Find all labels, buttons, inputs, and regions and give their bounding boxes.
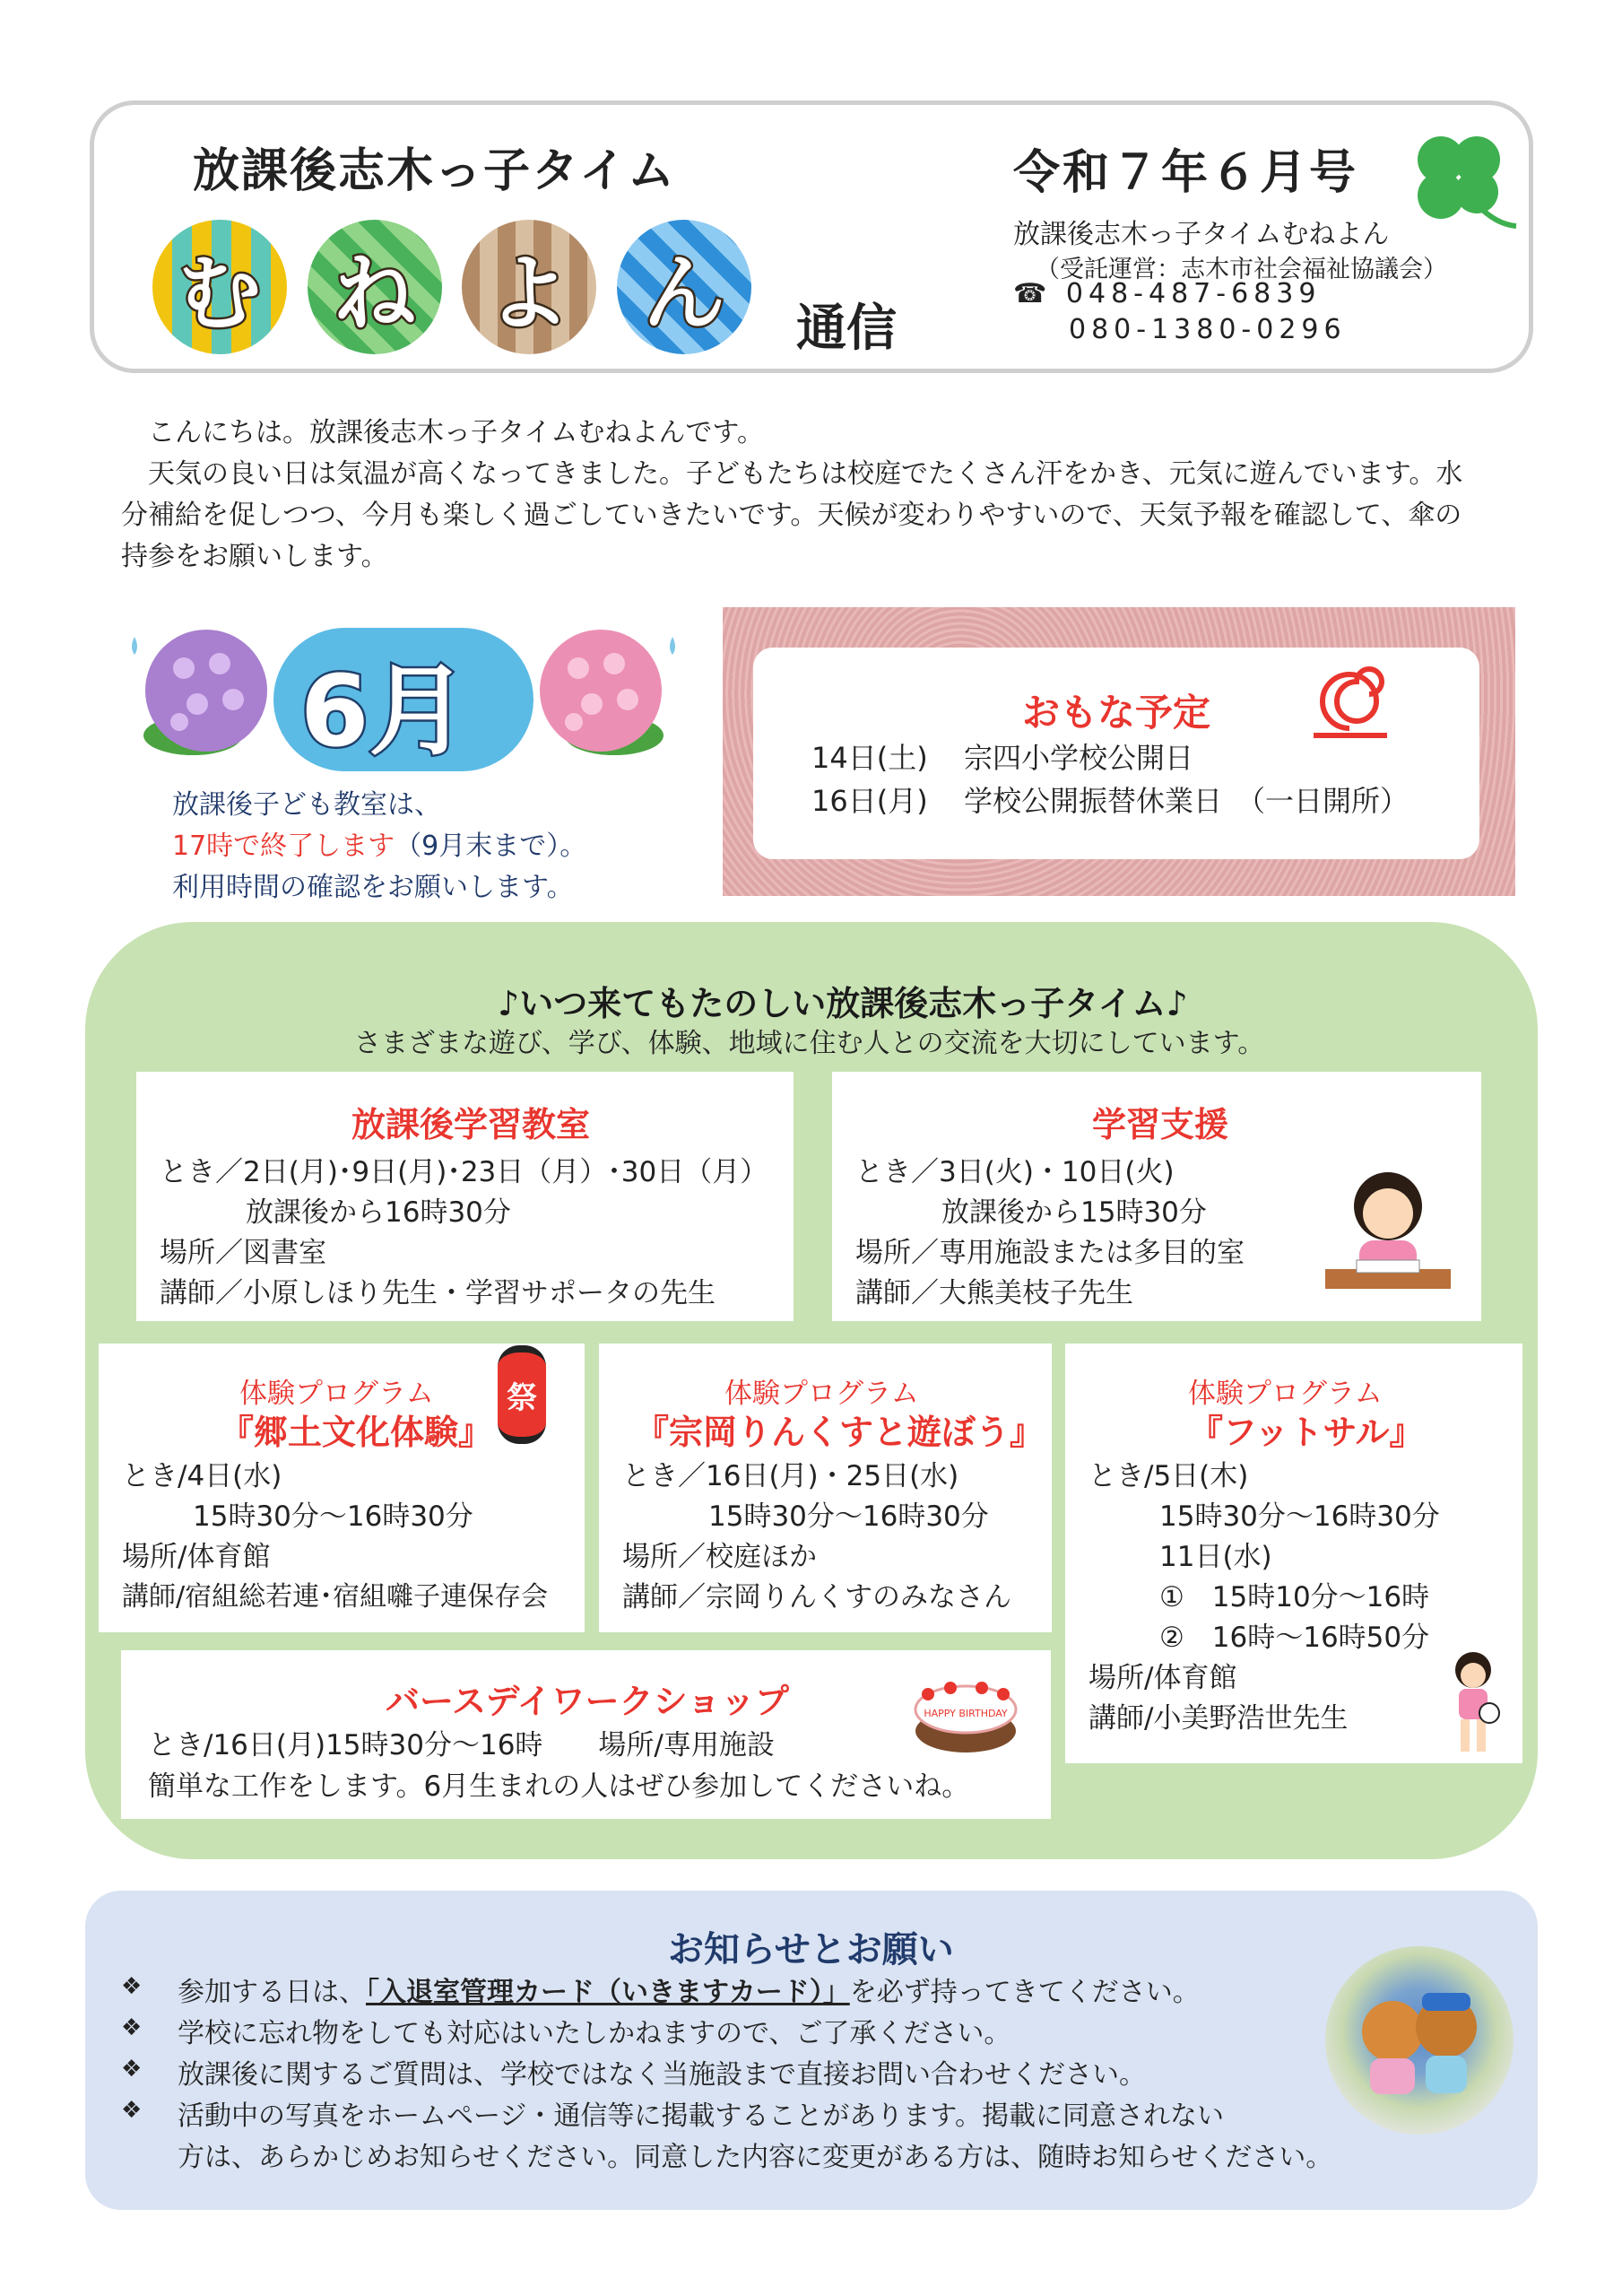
card-support-line: 場所／専用施設または多目的室 [855,1237,1245,1269]
card-futsal-line: ① 15時10分～16時 [1159,1581,1430,1613]
notice-item-1 [178,1970,1200,2009]
programs-title: ♪いつ来てもたのしい放課後志木っ子タイム♪ [498,984,1188,1023]
card-culture [99,1344,585,1632]
card-study-title: 放課後学習教室 [351,1105,591,1144]
cake-text: HAPPY BIRTHDAY [924,1708,1008,1719]
june-notice [172,785,586,909]
card-futsal-line: 11日(水) [1159,1541,1272,1573]
card-futsal-line: 15時30分～16時30分 [1159,1500,1440,1533]
card-futsal-sub: 体験プログラム [1188,1378,1383,1410]
june-month-label: 6月 [300,654,468,769]
june-line-1: 放課後子ども教室は、 [172,789,441,821]
programs-subtitle: さまざまな遊び、学び、体験、地域に住む人との交流を大切にしています。 [354,1028,1265,1059]
bullet-icon: ❖ [121,2014,143,2041]
card-futsal [1065,1344,1522,1763]
card-culture-line: 講師/宿組総若連･宿組囃子連保存会 [122,1581,549,1613]
schedule-row-1 [811,735,1193,777]
soccer-girl-icon [1437,1648,1509,1761]
june-end-note: （9月末まで）。 [395,831,587,862]
card-study [136,1072,794,1321]
card-rinkusu-sub: 体験プログラム [724,1378,919,1410]
card-study-line: 放課後から16時30分 [246,1196,511,1229]
card-support-line: 講師／大熊美枝子先生 [855,1277,1133,1309]
phone-1 [1013,278,1321,309]
lantern-icon: 祭 [498,1345,546,1444]
notice-item-2: 学校に忘れ物をしても対応はいたしかねますので、ご了承ください。 [178,2018,1011,2049]
schedule-date: 16日(月) [811,784,928,818]
schedule-event: 宗四小学校公開日 [964,741,1194,775]
card-support-line: 放課後から15時30分 [941,1196,1207,1229]
schedule-title: おもな予定 [1022,691,1211,735]
bullet-icon: ❖ [121,2056,143,2083]
card-rinkusu [599,1344,1052,1632]
june-line-2 [172,826,586,867]
card-culture-line: 15時30分～16時30分 [193,1500,473,1533]
logo-tile-ne: ね [308,220,442,354]
card-futsal-line: とき/5日(木) [1089,1460,1249,1492]
clover-icon [1394,126,1520,233]
phone-icon: ☎ [1013,278,1053,309]
card-futsal-line: ② 16時～16時50分 [1159,1622,1430,1654]
card-culture-line: とき/4日(水) [122,1460,282,1492]
card-study-line: 講師／小原しほり先生・学習サポータの先生 [160,1277,716,1309]
bullet-icon: ❖ [121,2097,143,2124]
card-futsal-line: 場所/体育館 [1089,1662,1237,1694]
card-rinkusu-line: 15時30分～16時30分 [708,1500,989,1533]
intro-line-2: 天気の良い日は気温が高くなってきました。子どもたちは校庭でたくさん汗をかき、元気に遊んでいます。水分補給を促しつつ、今月も楽しく過ごしていきたいです。天候が変わりやすいので、天気予報を確認して、傘の持参をお願いします。 [121,458,1463,572]
studying-girl-icon [1316,1161,1460,1305]
issue-label: 令和７年６月号 [1013,146,1359,200]
card-birthday-line-1: とき/16日(月)15時30分～16時 場所/専用施設 [148,1729,775,1761]
card-culture-sub: 体験プログラム [239,1378,434,1410]
card-rinkusu-title: 『宗岡りんくすと遊ぼう』 [635,1413,1045,1452]
header-title: 放課後志木っ子タイム [193,144,676,198]
notice-item-1-pre: 参加する日は、 [178,1977,366,2008]
org-subtitle: （受託運営：志木市社会福祉協議会） [1036,256,1447,283]
logo-tile-n: ん [617,220,751,354]
june-end-time: 17時で終了します [172,831,395,862]
intro-text [121,413,1466,578]
phone-1-number: 048-487-6839 [1065,278,1322,309]
schedule-date: 14日(土) [811,741,928,775]
card-study-line: とき／2日(月)･9日(月)･23日（月）･30日（月） [160,1156,768,1188]
snail-icon [1305,665,1394,746]
card-rinkusu-line: 講師／宗岡りんくすのみなさん [622,1581,1011,1613]
card-culture-title: 『郷土文化体験』 [220,1413,493,1452]
mascot-photo [1325,1946,1514,2135]
header-tsushin: 通信 [796,300,897,358]
card-birthday-title: バースデイワークショップ [386,1682,789,1721]
card-support [832,1072,1481,1321]
card-rinkusu-line: とき／16日(月)・25日(水) [622,1460,959,1492]
notice-item-3: 放課後に関するご質問は、学校ではなく当施設まで直接お問い合わせください。 [178,2059,1146,2091]
logo-tile-mu: む [152,220,287,354]
notice-item-4a: 活動中の写真をホームページ・通信等に掲載することがあります。掲載に同意されない [178,2100,1224,2132]
card-culture-line: 場所/体育館 [122,1541,271,1573]
notice-item-1-post: を必ず持ってきてください。 [849,1977,1200,2008]
intro-line-1: こんにちは。放課後志木っ子タイムむねよんです。 [148,417,764,448]
phone-2: 080-1380-0296 [1069,314,1347,345]
card-birthday-line-2: 簡単な工作をします。6月生まれの人はぜひ参加してくださいね。 [148,1770,970,1803]
notice-item-4b: 方は、あらかじめお知らせください。同意した内容に変更がある方は、随時お知らせください。 [178,2142,1333,2173]
logo-tile-yo: よ [462,220,596,354]
card-study-line: 場所／図書室 [160,1237,326,1269]
schedule-row-2 [811,778,1409,820]
card-rinkusu-line: 場所／校庭ほか [622,1541,817,1573]
card-futsal-line: 講師/小美野浩世先生 [1089,1702,1349,1735]
card-birthday [121,1650,1051,1819]
card-futsal-title: 『フットサル』 [1189,1413,1424,1452]
june-line-3: 利用時間の確認をお願いします。 [172,872,574,903]
notice-item-1-card: 「入退室管理カード（いきますカード）」 [366,1977,850,2008]
notice-title: お知らせとお願い [668,1929,954,1970]
bullet-icon: ❖ [121,1973,143,2000]
card-support-line: とき／3日(火)・10日(火) [855,1156,1175,1188]
mascot-dolls-icon [1325,1946,1514,2135]
birthday-cake-icon [910,1654,1021,1760]
org-name: 放課後志木っ子タイムむねよん [1013,219,1390,250]
schedule-event: 学校公開振替休業日 （一日開所） [964,784,1409,818]
card-support-title: 学習支援 [1092,1105,1229,1144]
